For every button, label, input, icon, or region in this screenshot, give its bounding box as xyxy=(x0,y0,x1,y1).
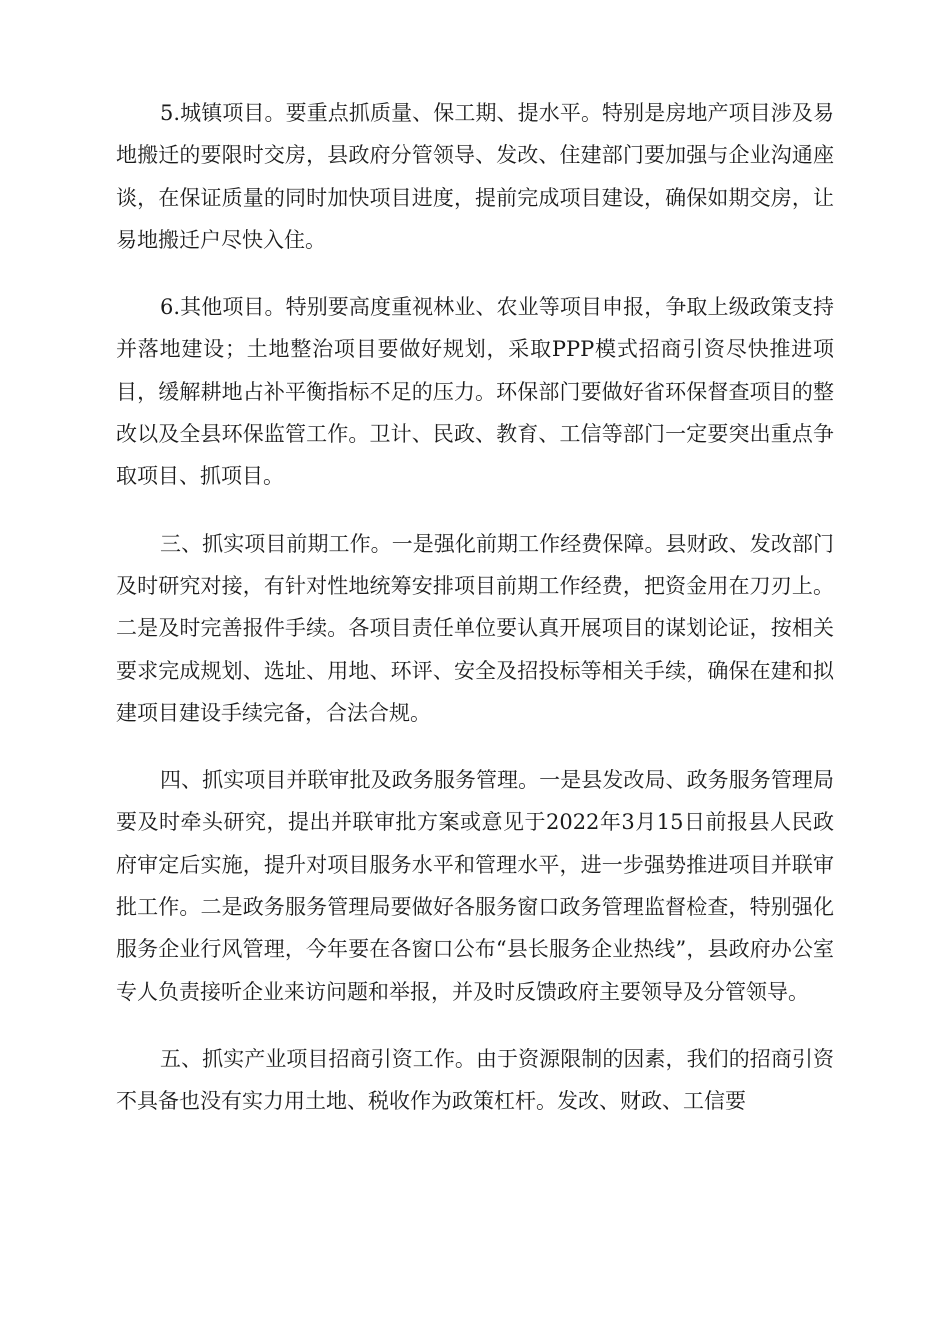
paragraph-parallel-approval: 四、抓实项目并联审批及政务服务管理。一是县发改局、政务服务管理局要及时牵头研究，提出并联审批方案或意见于2022年3月15日前报县人民政府审定后实施，提升对项目服务水平和管理水平，进一步强势推进项目并联审批工作。二是政务服务管理局要做好各服务窗口政务管理监督检查，特别强化服务企业行风管理，今年要在各窗口公布“县长服务企业热线”，县政府办公室专人负责接听企业来访问题和举报，并及时反馈政府主要领导及分管领导。 xyxy=(116,768,834,1004)
document-body xyxy=(116,92,834,1148)
paragraph-urban-projects: 5.城镇项目。要重点抓质量、保工期、提水平。特别是房地产项目涉及易地搬迁的要限时交房，县政府分管领导、发改、住建部门要加强与企业沟通座谈，在保证质量的同时加快项目进度，提前完成项目建设，确保如期交房，让易地搬迁户尽快入住。 xyxy=(116,101,834,252)
paragraph-preliminary-work: 三、抓实项目前期工作。一是强化前期工作经费保障。县财政、发改部门及时研究对接，有针对性地统筹安排项目前期工作经费，把资金用在刀刃上。二是及时完善报件手续。各项目责任单位要认真开展项目的谋划论证，按相关要求完成规划、选址、用地、环评、安全及招投标等相关手续，确保在建和拟建项目建设手续完备，合法合规。 xyxy=(116,531,834,725)
paragraph-investment-attraction: 五、抓实产业项目招商引资工作。由于资源限制的因素，我们的招商引资不具备也没有实力用土地、税收作为政策杠杆。发改、财政、工信要 xyxy=(116,1046,834,1114)
paragraph-other-projects: 6.其他项目。特别要高度重视林业、农业等项目申报，争取上级政策支持并落地建设；土地整治项目要做好规划，采取PPP模式招商引资尽快推进项目，缓解耕地占补平衡指标不足的压力。环保部门要做好省环保督查项目的整改以及全县环保监管工作。卫计、民政、教育、工信等部门一定要突出重点争取项目、抓项目。 xyxy=(116,295,834,489)
